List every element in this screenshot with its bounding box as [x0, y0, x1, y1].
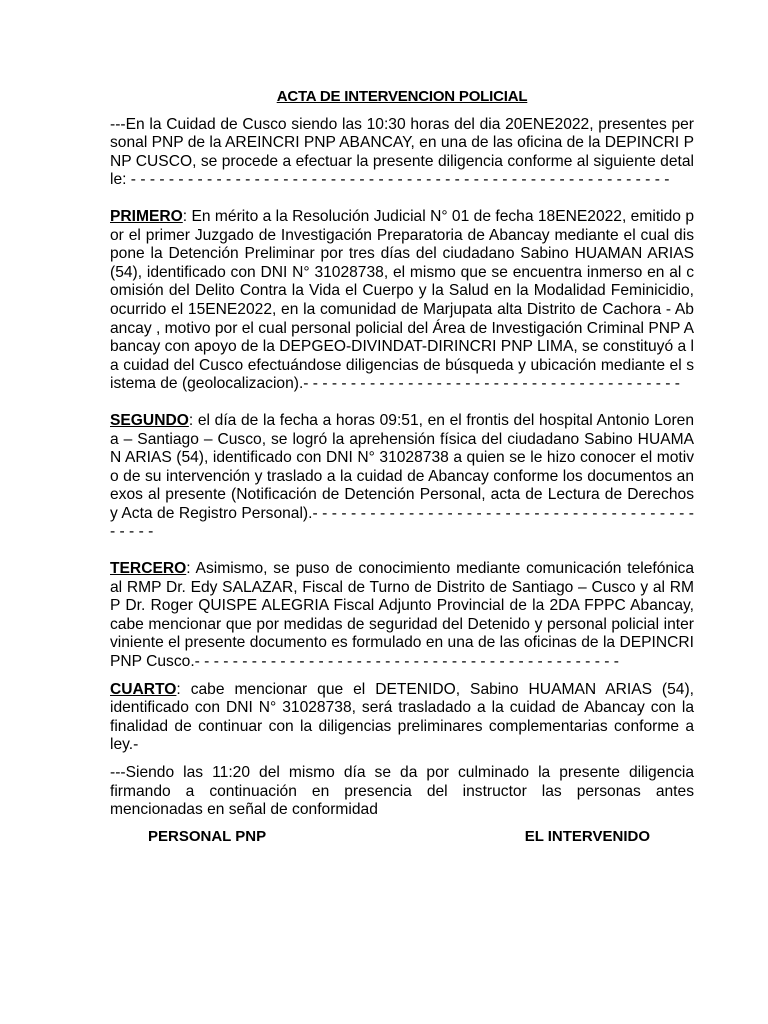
tercero-paragraph: [110, 560, 694, 672]
primero-paragraph: [110, 208, 694, 394]
intro-paragraph: ---En la Cuidad de Cusco siendo las 10:30 horas del dia 20ENE2022, presentes personal PNP de la AREINCRI PNP ABANCAY, en una de las oficina de la DEPINCRI PNP CUSCO, se procede a efectuar la presente diligencia conforme al siguiente detalle: - - - - - - - - - - - - - - - - - - - - - - - - - - - - - - - - - - - - - - - - - - - - - - - - - - - - - - - - -: [110, 115, 694, 189]
cuarto-text: : cabe mencionar que el DETENIDO, Sabino HUAMAN ARIAS (54), identificado con DNI N° 31028738, será trasladado a la cuidad de Abancay con la finalidad de continuar con la diligencias preliminares complementarias conforme a ley.-: [110, 680, 694, 754]
signature-personal-pnp: PERSONAL PNP: [148, 828, 267, 845]
segundo-paragraph: [110, 412, 694, 542]
document-title: ACTA DE INTERVENCION POLICIAL: [276, 88, 528, 105]
signature-intervenido: EL INTERVENIDO: [524, 828, 650, 845]
tercero-label: TERCERO: [110, 560, 187, 578]
cuarto-label: CUARTO: [110, 680, 177, 698]
primero-text: : En mérito a la Resolución Judicial N° 01 de fecha 18ENE2022, emitido por el primer Juzgado de Investigación Preparatoria de Abancay mediante el cual dispone la Detención Preliminar por tres días del ciudadano Sabino HUAMAN ARIAS (54), identificado con DNI N° 31028738, el mismo que se encuentra inmerso en al comisión del Delito Contra la Vida el Cuerpo y la Salud en la Modalidad Feminicidio, ocurrido el 15ENE2022, en la comunidad de Marjupata alta Distrito de Cachora - Abancay , motivo por el cual personal policial del Área de Investigación Criminal PNP Abancay con apoyo de la DEPGEO-DIVINDAT-DIRINCRI PNP LIMA, se constituyó a la cuidad del Cusco efectuándose diligencias de búsqueda y ubicación mediante el sistema de (geolocalizacion).- - - - - - - - - - - - - - - - - - - - - - - - - - - - - - - - - - - - - - - -: [110, 207, 694, 393]
cuarto-paragraph: [110, 681, 694, 755]
document-page: [110, 88, 694, 829]
tercero-text: : Asimismo, se puso de conocimiento mediante comunicación telefónica al RMP Dr. Edy SALAZAR, Fiscal de Turno de Distrito de Santiago – Cusco y al RMP Dr. Roger QUISPE ALEGRIA Fiscal Adjunto Provincial de la 2DA FPPC Abancay, cabe mencionar que por medidas de seguridad del Detenido y personal policial interviniente el presente documento es formulado en una de las oficinas de la DEPINCRI PNP Cusco.- - - - - - - - - - - - - - - - - - - - - - - - - - - - - - - - - - - - - - - - - - - - -: [110, 560, 694, 671]
segundo-text: : el día de la fecha a horas 09:51, en el frontis del hospital Antonio Lorena – Santiago – Cusco, se logró la aprehensión física del ciudadano Sabino HUAMAN ARIAS (54), identificado con DNI N° 31028738 a quien se le hizo conocer el motivo de su intervención y traslado a la cuidad de Abancay conforme los documentos anexos al presente (Notificación de Detención Personal, acta de Lectura de Derechos y Acta de Registro Personal).- - - - - - - - - - - - - - - - - - - - - - - - - - - - - - - - - - - - - - - - - - - - -: [110, 411, 694, 541]
primero-label: PRIMERO: [110, 207, 183, 225]
segundo-label: SEGUNDO: [110, 411, 189, 429]
signature-block: [148, 828, 650, 845]
closing-paragraph: ---Siendo las 11:20 del mismo día se da por culminado la presente diligencia firmando a continuación en presencia del instructor las personas antes mencionadas en señal de conformidad: [110, 764, 694, 819]
